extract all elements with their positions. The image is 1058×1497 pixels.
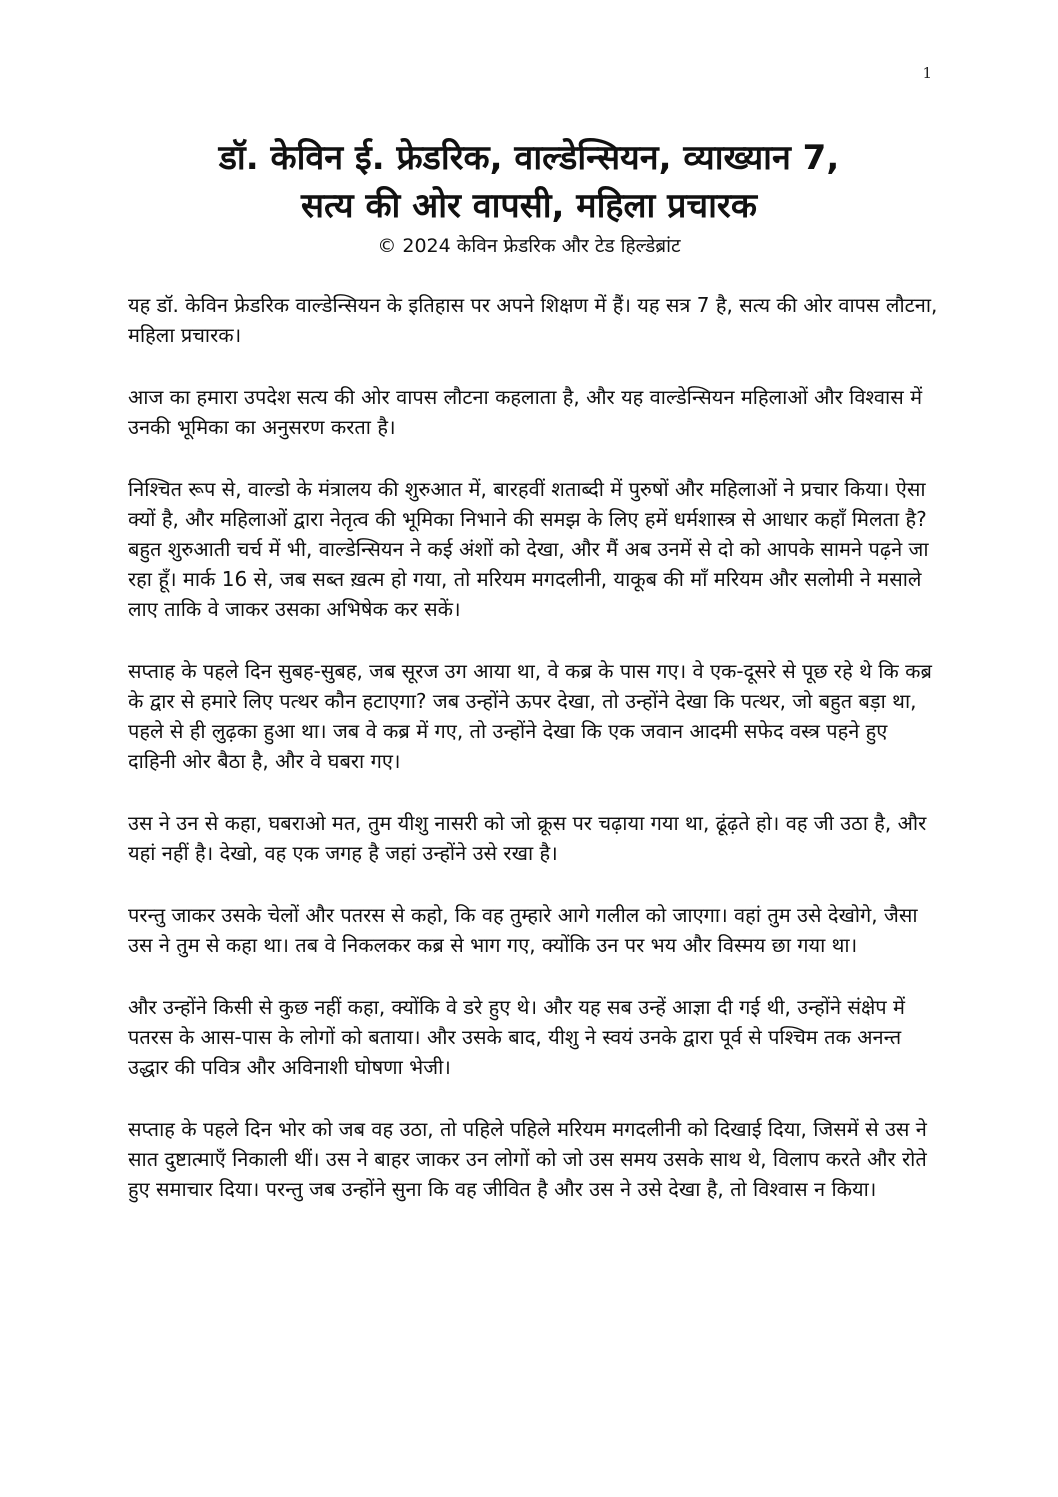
document-title-line-2: सत्य की ओर वापसी, महिला प्रचारक <box>301 186 757 226</box>
page-number: 1 <box>922 64 932 82</box>
document-body <box>128 290 938 1236</box>
paragraph-5: उस ने उन से कहा, घबराओ मत, तुम यीशु नासरी को जो क्रूस पर चढ़ाया गया था, ढूंढ़ते हो। वह जी उठा है, और यहां नहीं है। देखो, वह एक जगह है जहां उन्होंने उसे रखा है। <box>128 811 927 865</box>
document-title-line-1: डॉ. केविन ई. फ्रेडरिक, वाल्डेन्सियन, व्याख्यान 7, <box>218 138 840 178</box>
copyright-notice: © 2024 केविन फ्रेडरिक और टेड हिल्डेब्रांट <box>377 235 681 257</box>
paragraph-8: सप्ताह के पहले दिन भोर को जब वह उठा, तो पहिले पहिले मरियम मगदलीनी को दिखाई दिया, जिसमें से उस ने सात दुष्टात्माएँ निकाली थीं। उस ने बाहर जाकर उन लोगों को जो उस समय उसके साथ थे, विलाप करते और रोते हुए समाचार दिया। परन्तु जब उन्होंने सुना कि वह जीवित है और उस ने उसे देखा है, तो विश्वास न किया। <box>128 1117 927 1201</box>
paragraph-7: और उन्होंने किसी से कुछ नहीं कहा, क्योंकि वे डरे हुए थे। और यह सब उन्हें आज्ञा दी गई थी, उन्होंने संक्षेप में पतरस के आस-पास के लोगों को बताया। और उसके बाद, यीशु ने स्वयं उनके द्वारा पूर्व से पश्चिम तक अनन्त उद्धार की पवित्र और अविनाशी घोषणा भेजी। <box>128 995 905 1079</box>
paragraph-1: यह डॉ. केविन फ्रेडरिक वाल्डेन्सियन के इतिहास पर अपने शिक्षण में हैं। यह सत्र 7 है, सत्य की ओर वापस लौटना, महिला प्रचारक। <box>128 293 938 347</box>
paragraph-2: आज का हमारा उपदेश सत्य की ओर वापस लौटना कहलाता है, और यह वाल्डेन्सियन महिलाओं और विश्वास में उनकी भूमिका का अनुसरण करता है। <box>128 385 923 439</box>
paragraph-6: परन्तु जाकर उसके चेलों और पतरस से कहो, कि वह तुम्हारे आगे गलील को जाएगा। वहां तुम उसे देखोगे, जैसा उस ने तुम से कहा था। तब वे निकलकर कब्र से भाग गए, क्योंकि उन पर भय और विस्मय छा गया था। <box>128 903 918 957</box>
title-block <box>110 134 948 260</box>
paragraph-4: सप्ताह के पहले दिन सुबह-सुबह, जब सूरज उग आया था, वे कब्र के पास गए। वे एक-दूसरे से पूछ रहे थे कि कब्र के द्वार से हमारे लिए पत्थर कौन हटाएगा? जब उन्होंने ऊपर देखा, तो उन्होंने देखा कि पत्थर, जो बहुत बड़ा था, पहले से ही लुढ़का हुआ था। जब वे कब्र में गए, तो उन्होंने देखा कि एक जवान आदमी सफेद वस्त्र पहने हुए दाहिनी ओर बैठा है, और वे घबरा गए। <box>128 659 932 773</box>
paragraph-3: निश्चित रूप से, वाल्डो के मंत्रालय की शुरुआत में, बारहवीं शताब्दी में पुरुषों और महिलाओं ने प्रचार किया। ऐसा क्यों है, और महिलाओं द्वारा नेतृत्व की भूमिका निभाने की समझ के लिए हमें धर्मशास्त्र से आधार कहाँ मिलता है? बहुत शुरुआती चर्च में भी, वाल्डेन्सियन ने कई अंशों को देखा, और मैं अब उनमें से दो को आपके सामने पढ़ने जा रहा हूँ। मार्क 16 से, जब सब्त ख़त्म हो गया, तो मरियम मगदलीनी, याकूब की माँ मरियम और सलोमी ने मसाले लाए ताकि वे जाकर उसका अभिषेक कर सकें। <box>128 477 929 621</box>
